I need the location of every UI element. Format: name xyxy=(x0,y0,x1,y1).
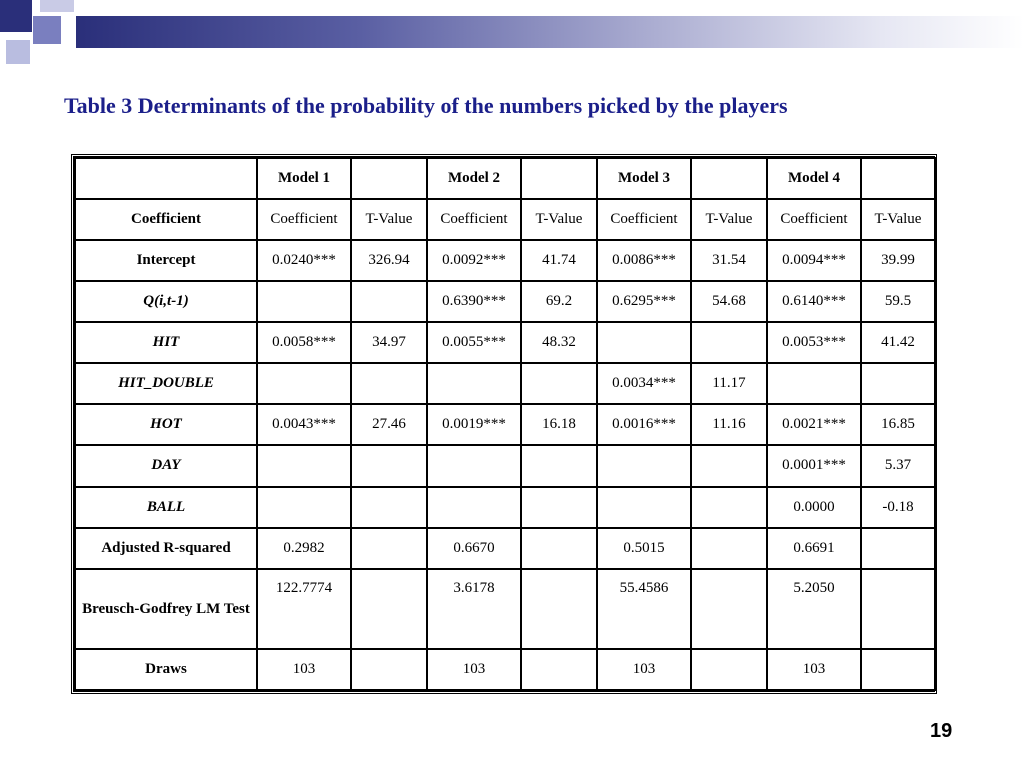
table-cell: 27.46 xyxy=(351,404,427,445)
table-cell: 103 xyxy=(427,649,521,690)
row-label: Intercept xyxy=(75,240,257,281)
table-cell xyxy=(427,445,521,486)
table-cell: 0.6295*** xyxy=(597,281,691,322)
row-label: DAY xyxy=(75,445,257,486)
row-label: HIT_DOUBLE xyxy=(75,363,257,404)
corner-cell xyxy=(75,158,257,199)
table-row xyxy=(75,649,935,690)
table-cell: 41.74 xyxy=(521,240,597,281)
column-header: T-Value xyxy=(691,199,767,240)
decor-square-icon xyxy=(6,40,30,64)
table-cell xyxy=(351,281,427,322)
table-cell xyxy=(521,528,597,569)
table-cell: 16.85 xyxy=(861,404,935,445)
model-header-row xyxy=(75,158,935,199)
column-header: T-Value xyxy=(521,199,597,240)
table-cell: 54.68 xyxy=(691,281,767,322)
model-3-header: Model 3 xyxy=(597,158,691,199)
table-cell: 0.0055*** xyxy=(427,322,521,363)
column-header: Coefficient xyxy=(427,199,521,240)
table-cell: 0.0058*** xyxy=(257,322,351,363)
row-header-label: Coefficient xyxy=(75,199,257,240)
table-cell: 11.16 xyxy=(691,404,767,445)
column-header: T-Value xyxy=(861,199,935,240)
table-cell xyxy=(691,322,767,363)
table-cell: 103 xyxy=(257,649,351,690)
slide-title: Table 3 Determinants of the probability of the numbers picked by the players xyxy=(64,93,788,118)
column-header: Coefficient xyxy=(257,199,351,240)
table-cell: 0.0240*** xyxy=(257,240,351,281)
table-row xyxy=(75,569,935,649)
table-row xyxy=(75,528,935,569)
table-cell xyxy=(257,363,351,404)
table-row xyxy=(75,404,935,445)
table-cell xyxy=(597,487,691,528)
table-cell: 0.0000 xyxy=(767,487,861,528)
table-cell: 0.0086*** xyxy=(597,240,691,281)
table-cell: 55.4586 xyxy=(597,569,691,649)
table-cell: 3.6178 xyxy=(427,569,521,649)
table-cell xyxy=(521,487,597,528)
table-cell: 39.99 xyxy=(861,240,935,281)
decor-square-icon xyxy=(33,16,61,44)
table-cell xyxy=(861,363,935,404)
table-cell xyxy=(521,445,597,486)
table-cell: 122.7774 xyxy=(257,569,351,649)
table-cell xyxy=(257,281,351,322)
page-number: 19 xyxy=(930,720,953,742)
table-cell xyxy=(521,363,597,404)
table-cell: -0.18 xyxy=(861,487,935,528)
table-cell: 0.6691 xyxy=(767,528,861,569)
table-cell xyxy=(861,528,935,569)
row-label: Q(i,t-1) xyxy=(75,281,257,322)
table-cell: 11.17 xyxy=(691,363,767,404)
table-cell: 103 xyxy=(767,649,861,690)
table-row xyxy=(75,445,935,486)
table-cell xyxy=(521,649,597,690)
table-cell xyxy=(691,649,767,690)
row-label: HOT xyxy=(75,404,257,445)
table-row xyxy=(75,487,935,528)
column-header-row xyxy=(75,199,935,240)
header-gradient-band xyxy=(76,16,1024,48)
table-cell xyxy=(691,528,767,569)
model-1-header: Model 1 xyxy=(257,158,351,199)
table-cell xyxy=(257,487,351,528)
column-header: Coefficient xyxy=(767,199,861,240)
table-cell xyxy=(691,445,767,486)
column-header: T-Value xyxy=(351,199,427,240)
table-row xyxy=(75,240,935,281)
table-cell: 0.0021*** xyxy=(767,404,861,445)
table-cell xyxy=(351,363,427,404)
table-cell: 16.18 xyxy=(521,404,597,445)
row-label: HIT xyxy=(75,322,257,363)
decor-square-icon xyxy=(0,0,32,32)
table-cell xyxy=(351,569,427,649)
table-cell: 5.2050 xyxy=(767,569,861,649)
table-cell: 0.6140*** xyxy=(767,281,861,322)
table-cell: 48.32 xyxy=(521,322,597,363)
table-cell xyxy=(861,569,935,649)
table-cell xyxy=(427,487,521,528)
table-cell: 103 xyxy=(597,649,691,690)
model-2-header: Model 2 xyxy=(427,158,521,199)
table-cell: 0.6390*** xyxy=(427,281,521,322)
table-row xyxy=(75,281,935,322)
results-table-grid xyxy=(74,157,936,691)
table-cell: 69.2 xyxy=(521,281,597,322)
table-cell xyxy=(597,322,691,363)
table-cell: 59.5 xyxy=(861,281,935,322)
table-cell xyxy=(691,487,767,528)
table-cell: 0.0043*** xyxy=(257,404,351,445)
table-cell xyxy=(351,528,427,569)
results-table xyxy=(71,154,937,694)
table-cell: 31.54 xyxy=(691,240,767,281)
table-cell xyxy=(351,487,427,528)
table-cell: 0.0016*** xyxy=(597,404,691,445)
table-cell xyxy=(597,445,691,486)
table-row xyxy=(75,363,935,404)
table-cell: 0.0001*** xyxy=(767,445,861,486)
row-label: Adjusted R-squared xyxy=(75,528,257,569)
row-label: Draws xyxy=(75,649,257,690)
table-cell: 0.2982 xyxy=(257,528,351,569)
table-cell: 0.0092*** xyxy=(427,240,521,281)
table-cell xyxy=(351,649,427,690)
table-cell xyxy=(351,445,427,486)
table-cell xyxy=(521,569,597,649)
table-cell: 0.0034*** xyxy=(597,363,691,404)
table-cell xyxy=(691,569,767,649)
table-cell xyxy=(427,363,521,404)
table-cell: 0.0094*** xyxy=(767,240,861,281)
table-cell: 326.94 xyxy=(351,240,427,281)
table-cell xyxy=(861,649,935,690)
table-cell: 0.5015 xyxy=(597,528,691,569)
table-cell xyxy=(257,445,351,486)
row-label: Breusch-Godfrey LM Test xyxy=(75,569,257,649)
model-4-header: Model 4 xyxy=(767,158,861,199)
table-cell: 5.37 xyxy=(861,445,935,486)
column-header: Coefficient xyxy=(597,199,691,240)
table-cell: 0.0053*** xyxy=(767,322,861,363)
row-label: BALL xyxy=(75,487,257,528)
decor-square-icon xyxy=(40,0,74,12)
table-cell xyxy=(767,363,861,404)
table-cell: 34.97 xyxy=(351,322,427,363)
table-cell: 41.42 xyxy=(861,322,935,363)
table-row xyxy=(75,322,935,363)
table-cell: 0.0019*** xyxy=(427,404,521,445)
table-cell: 0.6670 xyxy=(427,528,521,569)
